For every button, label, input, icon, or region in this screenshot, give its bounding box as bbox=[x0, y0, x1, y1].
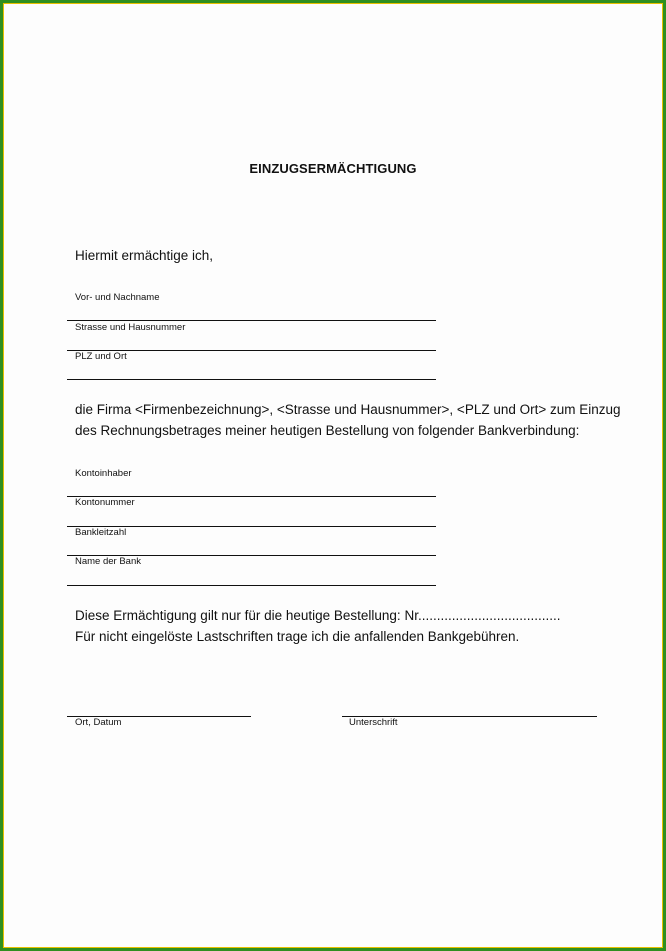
account-number-field-label: Kontonummer bbox=[75, 497, 135, 508]
place-date-label: Ort, Datum bbox=[75, 717, 122, 728]
name-field-label: Vor- und Nachname bbox=[75, 292, 160, 303]
signature-label: Unterschrift bbox=[349, 717, 398, 728]
company-paragraph bbox=[75, 399, 621, 441]
validity-paragraph-line-2: Für nicht eingelöste Lastschriften trage ich die anfallenden Bankgebühren. bbox=[75, 629, 520, 644]
company-paragraph-line-1: die Firma <Firmenbezeichnung>, <Strasse und Hausnummer>, <PLZ und Ort> zum Einzug bbox=[75, 402, 621, 417]
bank-name-field-line bbox=[67, 585, 436, 586]
intro-text: Hiermit ermächtige ich, bbox=[75, 248, 214, 263]
validity-paragraph bbox=[75, 605, 560, 647]
bank-name-field-label: Name der Bank bbox=[75, 556, 142, 567]
street-field-label: Strasse und Hausnummer bbox=[75, 322, 186, 333]
validity-paragraph-line-1: Diese Ermächtigung gilt nur für die heutige Bestellung: Nr...................................... bbox=[75, 608, 561, 623]
document-title: EINZUGSERMÄCHTIGUNG bbox=[249, 161, 417, 176]
name-field-line bbox=[67, 320, 436, 321]
city-field-line bbox=[67, 379, 436, 380]
bank-code-field-label: Bankleitzahl bbox=[75, 527, 127, 538]
account-holder-field-label: Kontoinhaber bbox=[75, 468, 132, 479]
company-paragraph-line-2: des Rechnungsbetrages meiner heutigen Bestellung von folgender Bankverbindung: bbox=[75, 423, 580, 438]
city-field-label: PLZ und Ort bbox=[75, 351, 127, 362]
